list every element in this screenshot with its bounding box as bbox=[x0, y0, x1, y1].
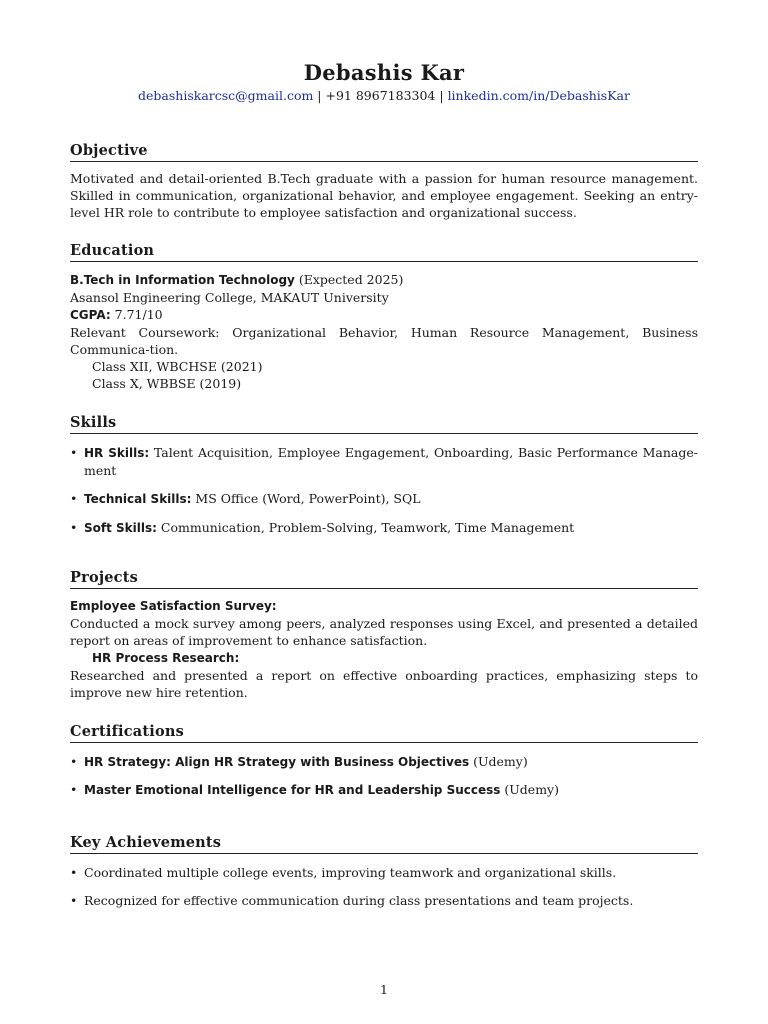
coursework-line: Relevant Coursework: Organizational Behavior, Human Resource Management, Business Communica-tion. bbox=[70, 325, 698, 357]
certification-source: (Udemy) bbox=[500, 782, 559, 797]
phone-number: +91 8967183304 bbox=[325, 88, 436, 103]
skill-text: MS Office (Word, PowerPoint), SQL bbox=[191, 491, 421, 506]
achievements-heading: Key Achievements bbox=[70, 834, 698, 854]
list-item: • Coordinated multiple college events, improving teamwork and organizational skills. bbox=[70, 864, 698, 881]
skill-text: Communication, Problem-Solving, Teamwork, Time Management bbox=[156, 520, 575, 535]
list-item: • Recognized for effective communication during class presentations and team projects. bbox=[70, 892, 698, 909]
linkedin-link[interactable]: linkedin.com/in/DebashisKar bbox=[447, 88, 630, 103]
certification-name: HR Strategy: Align HR Strategy with Business Objectives bbox=[84, 755, 470, 769]
certifications-list bbox=[70, 753, 698, 799]
list-item bbox=[70, 444, 698, 479]
cgpa-line bbox=[70, 306, 698, 324]
contact-separator: | bbox=[435, 88, 448, 103]
contact-separator: | bbox=[313, 88, 326, 103]
list-item bbox=[70, 753, 698, 771]
list-item bbox=[70, 519, 698, 537]
project-description: Researched and presented a report on effective onboarding practices, emphasizing steps to improve new hire retention. bbox=[70, 668, 698, 700]
objective-heading: Objective bbox=[70, 142, 698, 162]
certifications-heading: Certifications bbox=[70, 723, 698, 743]
degree-note: (Expected 2025) bbox=[294, 272, 404, 287]
education-block bbox=[70, 271, 698, 392]
page-number: 1 bbox=[380, 982, 388, 997]
project-title: HR Process Research: bbox=[92, 651, 240, 665]
skill-label: Soft Skills: bbox=[84, 521, 157, 535]
objective-text: Motivated and detail-oriented B.Tech graduate with a passion for human resource management. Skilled in communication, organizational behavior, and employee engagement. Seeking an entry-level HR role to contribute to employee satisfaction and organizational success. bbox=[70, 171, 698, 220]
email-link[interactable]: debashiskarcsc@gmail.com bbox=[138, 88, 314, 103]
skills-heading: Skills bbox=[70, 414, 698, 434]
certification-source: (Udemy) bbox=[469, 754, 528, 769]
certification-name: Master Emotional Intelligence for HR and Leadership Success bbox=[84, 783, 501, 797]
college-line: Asansol Engineering College, MAKAUT University bbox=[70, 290, 389, 305]
degree-name: B.Tech in Information Technology bbox=[70, 273, 295, 287]
skill-label: HR Skills: bbox=[84, 446, 150, 460]
degree-line bbox=[70, 271, 698, 289]
class-x-line: Class X, WBBSE (2019) bbox=[92, 376, 242, 391]
skill-text: Talent Acquisition, Employee Engagement, Onboarding, Basic Performance Manage-ment bbox=[84, 445, 698, 478]
projects-heading: Projects bbox=[70, 569, 698, 589]
project-description: Conducted a mock survey among peers, analyzed responses using Excel, and presented a detailed report on areas of improvement to enhance satisfaction. bbox=[70, 616, 698, 648]
skill-label: Technical Skills: bbox=[84, 492, 192, 506]
achievements-list bbox=[70, 864, 698, 909]
list-item bbox=[70, 490, 698, 508]
contact-line bbox=[70, 88, 698, 103]
skills-list bbox=[70, 444, 698, 537]
candidate-name: Debashis Kar bbox=[303, 60, 465, 85]
education-heading: Education bbox=[70, 242, 698, 262]
projects-block bbox=[70, 598, 698, 701]
project-title: Employee Satisfaction Survey: bbox=[70, 599, 277, 613]
cgpa-value: 7.71/10 bbox=[110, 307, 163, 322]
class-xii-line: Class XII, WBCHSE (2021) bbox=[92, 359, 263, 374]
list-item bbox=[70, 781, 698, 799]
cgpa-label: CGPA: bbox=[70, 308, 111, 322]
